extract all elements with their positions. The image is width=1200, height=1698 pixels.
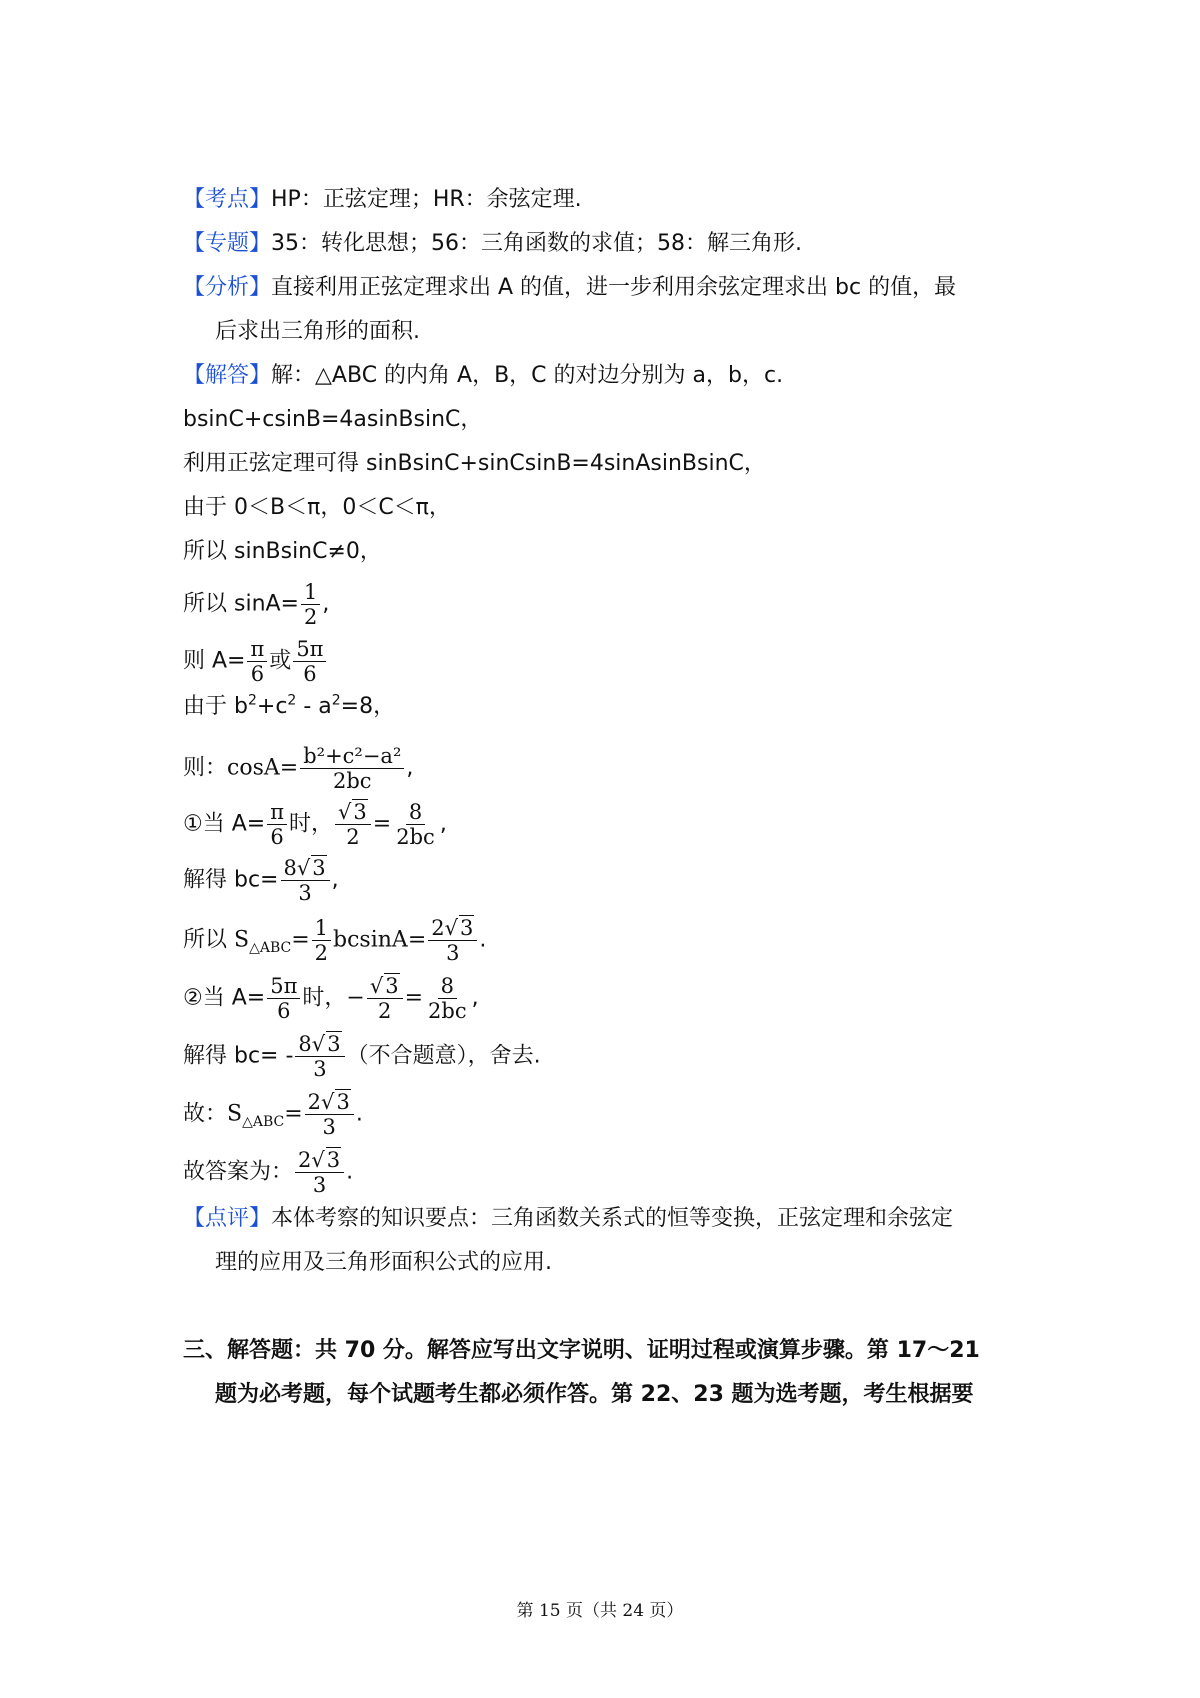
step-11-text: bcsinA= [333, 927, 427, 953]
step-10 [183, 856, 339, 905]
denominator: 2bc [396, 825, 435, 849]
denominator: 6 [250, 662, 265, 686]
coefficient: 2 [307, 1090, 322, 1114]
fraction [305, 1090, 354, 1139]
step-7-text: - a [296, 694, 332, 719]
kaodian-tag: 【考点】 [183, 187, 272, 212]
numerator: 2√3 [428, 916, 477, 941]
step-6-or: 或 [269, 648, 292, 674]
exponent: 2 [247, 692, 257, 709]
dianping-line-2: 理的应用及三角形面积公式的应用. [215, 1250, 552, 1275]
step-14-text: 故： [183, 1101, 228, 1127]
punct: , [322, 591, 330, 617]
fraction [367, 974, 403, 1023]
step-12 [183, 974, 479, 1023]
step-6-text: 则 A= [183, 648, 246, 674]
step-14 [183, 1090, 363, 1139]
step-11 [183, 916, 486, 965]
denominator: 3 [298, 881, 312, 905]
denominator: 3 [313, 1057, 327, 1081]
radicand: 3 [336, 1090, 350, 1114]
kaodian-line [183, 185, 582, 215]
denominator: 2bc [428, 999, 467, 1023]
fraction [312, 916, 331, 965]
denominator: 3 [312, 1173, 327, 1197]
numerator: 2√3 [295, 1148, 344, 1173]
zhuanti-tag: 【专题】 [183, 231, 272, 256]
equals: = [404, 985, 424, 1011]
punct: , [439, 811, 447, 837]
radicand: 3 [460, 916, 474, 940]
fenxi-line [183, 273, 956, 303]
step-9-text: ①当 A= [183, 811, 266, 837]
numerator: b²+c²−a² [300, 744, 404, 769]
step-13-text: （不合题意），舍去. [346, 1043, 541, 1069]
fraction [293, 637, 326, 686]
step-4: 所以 sinBsinC≠0， [183, 539, 382, 564]
step-1: bsinC+csinB=4asinBsinC， [183, 407, 483, 432]
numerator: √3 [335, 800, 371, 825]
step-3: 由于 0＜B＜π，0＜C＜π， [183, 495, 451, 520]
equals: = [291, 927, 310, 953]
step-12-text: 时， [302, 985, 347, 1011]
jieda-line [183, 361, 783, 391]
equals: = [372, 811, 392, 837]
fraction [301, 580, 320, 629]
fraction [300, 744, 404, 793]
punct: , [331, 867, 339, 893]
fraction [335, 800, 371, 849]
section-3-heading: 三、解答题：共 70 分。解答应写出文字说明、证明过程或演算步骤。第 17～21 [183, 1338, 980, 1363]
section-3-heading-2: 题为必考题，每个试题考生都必须作答。第 22、23 题为选考题，考生根据要 [215, 1382, 974, 1407]
fraction [295, 1148, 344, 1197]
area-symbol: S [234, 927, 250, 953]
area-subscript: △ABC [242, 1113, 285, 1130]
fraction [393, 800, 438, 849]
fraction [281, 856, 330, 905]
denominator: 2 [346, 825, 360, 849]
step-15-text: 故答案为： [183, 1159, 294, 1185]
numerator: 5π [293, 637, 326, 662]
denominator: 2 [314, 941, 329, 965]
fraction [428, 916, 477, 965]
numerator: 1 [312, 916, 331, 941]
denominator: 6 [270, 825, 284, 849]
coefficient: 2 [298, 1148, 312, 1172]
denominator: 2bc [333, 769, 372, 793]
exponent: 2 [331, 692, 341, 709]
radicand: 3 [326, 1148, 341, 1172]
coefficient: 8 [283, 856, 297, 880]
step-15 [183, 1148, 353, 1197]
coefficient: 2 [431, 916, 445, 940]
step-7-text: 由于 b [183, 694, 248, 719]
step-13-text: 解得 bc= - [183, 1043, 294, 1069]
fenxi-line-2: 后求出三角形的面积. [215, 319, 420, 344]
step-11-text: 所以 [183, 927, 234, 953]
step-13 [183, 1032, 541, 1081]
minus-sign: − [346, 985, 365, 1011]
denominator: 3 [446, 941, 460, 965]
kaodian-text: HP：正弦定理；HR：余弦定理. [271, 187, 582, 212]
fraction [267, 800, 287, 849]
punct: . [479, 927, 487, 953]
radicand: 3 [353, 800, 367, 824]
page-footer: 第 15 页（共 24 页） [516, 1601, 684, 1621]
jieda-text: 解：△ABC 的内角 A，B，C 的对边分别为 a，b，c. [271, 363, 784, 388]
area-symbol: S [227, 1101, 243, 1127]
numerator: 8 [406, 800, 425, 825]
dianping-line [183, 1204, 953, 1234]
step-8 [183, 744, 413, 793]
numerator: π [247, 637, 267, 662]
numerator: 2√3 [305, 1090, 354, 1115]
dianping-tag: 【点评】 [183, 1206, 272, 1231]
fraction [295, 1032, 344, 1081]
step-12-text: ②当 A= [183, 985, 266, 1011]
numerator: π [267, 800, 287, 825]
punct: . [355, 1101, 363, 1127]
step-7 [183, 692, 395, 722]
step-5-text: 所以 sinA= [183, 591, 299, 617]
denominator: 2 [378, 999, 392, 1023]
fenxi-text-1: 直接利用正弦定理求出 A 的值，进一步利用余弦定理求出 bc 的值，最 [271, 275, 957, 300]
step-9-text: 时， [289, 811, 334, 837]
denominator: 2 [304, 605, 318, 629]
fraction [247, 637, 267, 686]
punct: , [471, 985, 479, 1011]
numerator: 1 [301, 580, 320, 605]
step-9 [183, 800, 447, 849]
step-8-text: 则： [183, 755, 228, 781]
numerator: 5π [267, 974, 300, 999]
denominator: 6 [303, 662, 317, 686]
step-6 [183, 637, 328, 686]
dianping-text-1: 本体考察的知识要点：三角函数关系式的恒等变换，正弦定理和余弦定 [271, 1206, 954, 1231]
step-5 [183, 580, 329, 629]
denominator: 6 [277, 999, 291, 1023]
fraction [267, 974, 300, 1023]
punct: . [346, 1159, 354, 1185]
denominator: 3 [322, 1115, 336, 1139]
fraction [425, 974, 470, 1023]
coefficient: 8 [298, 1032, 312, 1056]
zhuanti-line [183, 229, 802, 259]
cos-label: cosA= [227, 755, 299, 781]
numerator: 8 [438, 974, 457, 999]
fenxi-tag: 【分析】 [183, 275, 272, 300]
numerator: √3 [367, 974, 403, 999]
step-2: 利用正弦定理可得 sinBsinC+sinCsinB=4sinAsinBsinC， [183, 451, 766, 476]
step-7-text: =8， [340, 694, 396, 719]
radicand: 3 [385, 974, 399, 998]
numerator: 8√3 [295, 1032, 344, 1057]
step-7-text: +c [256, 694, 288, 719]
radicand: 3 [327, 1032, 341, 1056]
zhuanti-text: 35：转化思想；56：三角函数的求值；58：解三角形. [271, 231, 802, 256]
step-10-text: 解得 bc= [183, 867, 279, 893]
radicand: 3 [312, 856, 326, 880]
equals: = [284, 1101, 303, 1127]
area-subscript: △ABC [249, 939, 292, 956]
numerator: 8√3 [281, 856, 330, 881]
punct: , [406, 755, 414, 781]
exponent: 2 [287, 692, 297, 709]
jieda-tag: 【解答】 [183, 363, 272, 388]
